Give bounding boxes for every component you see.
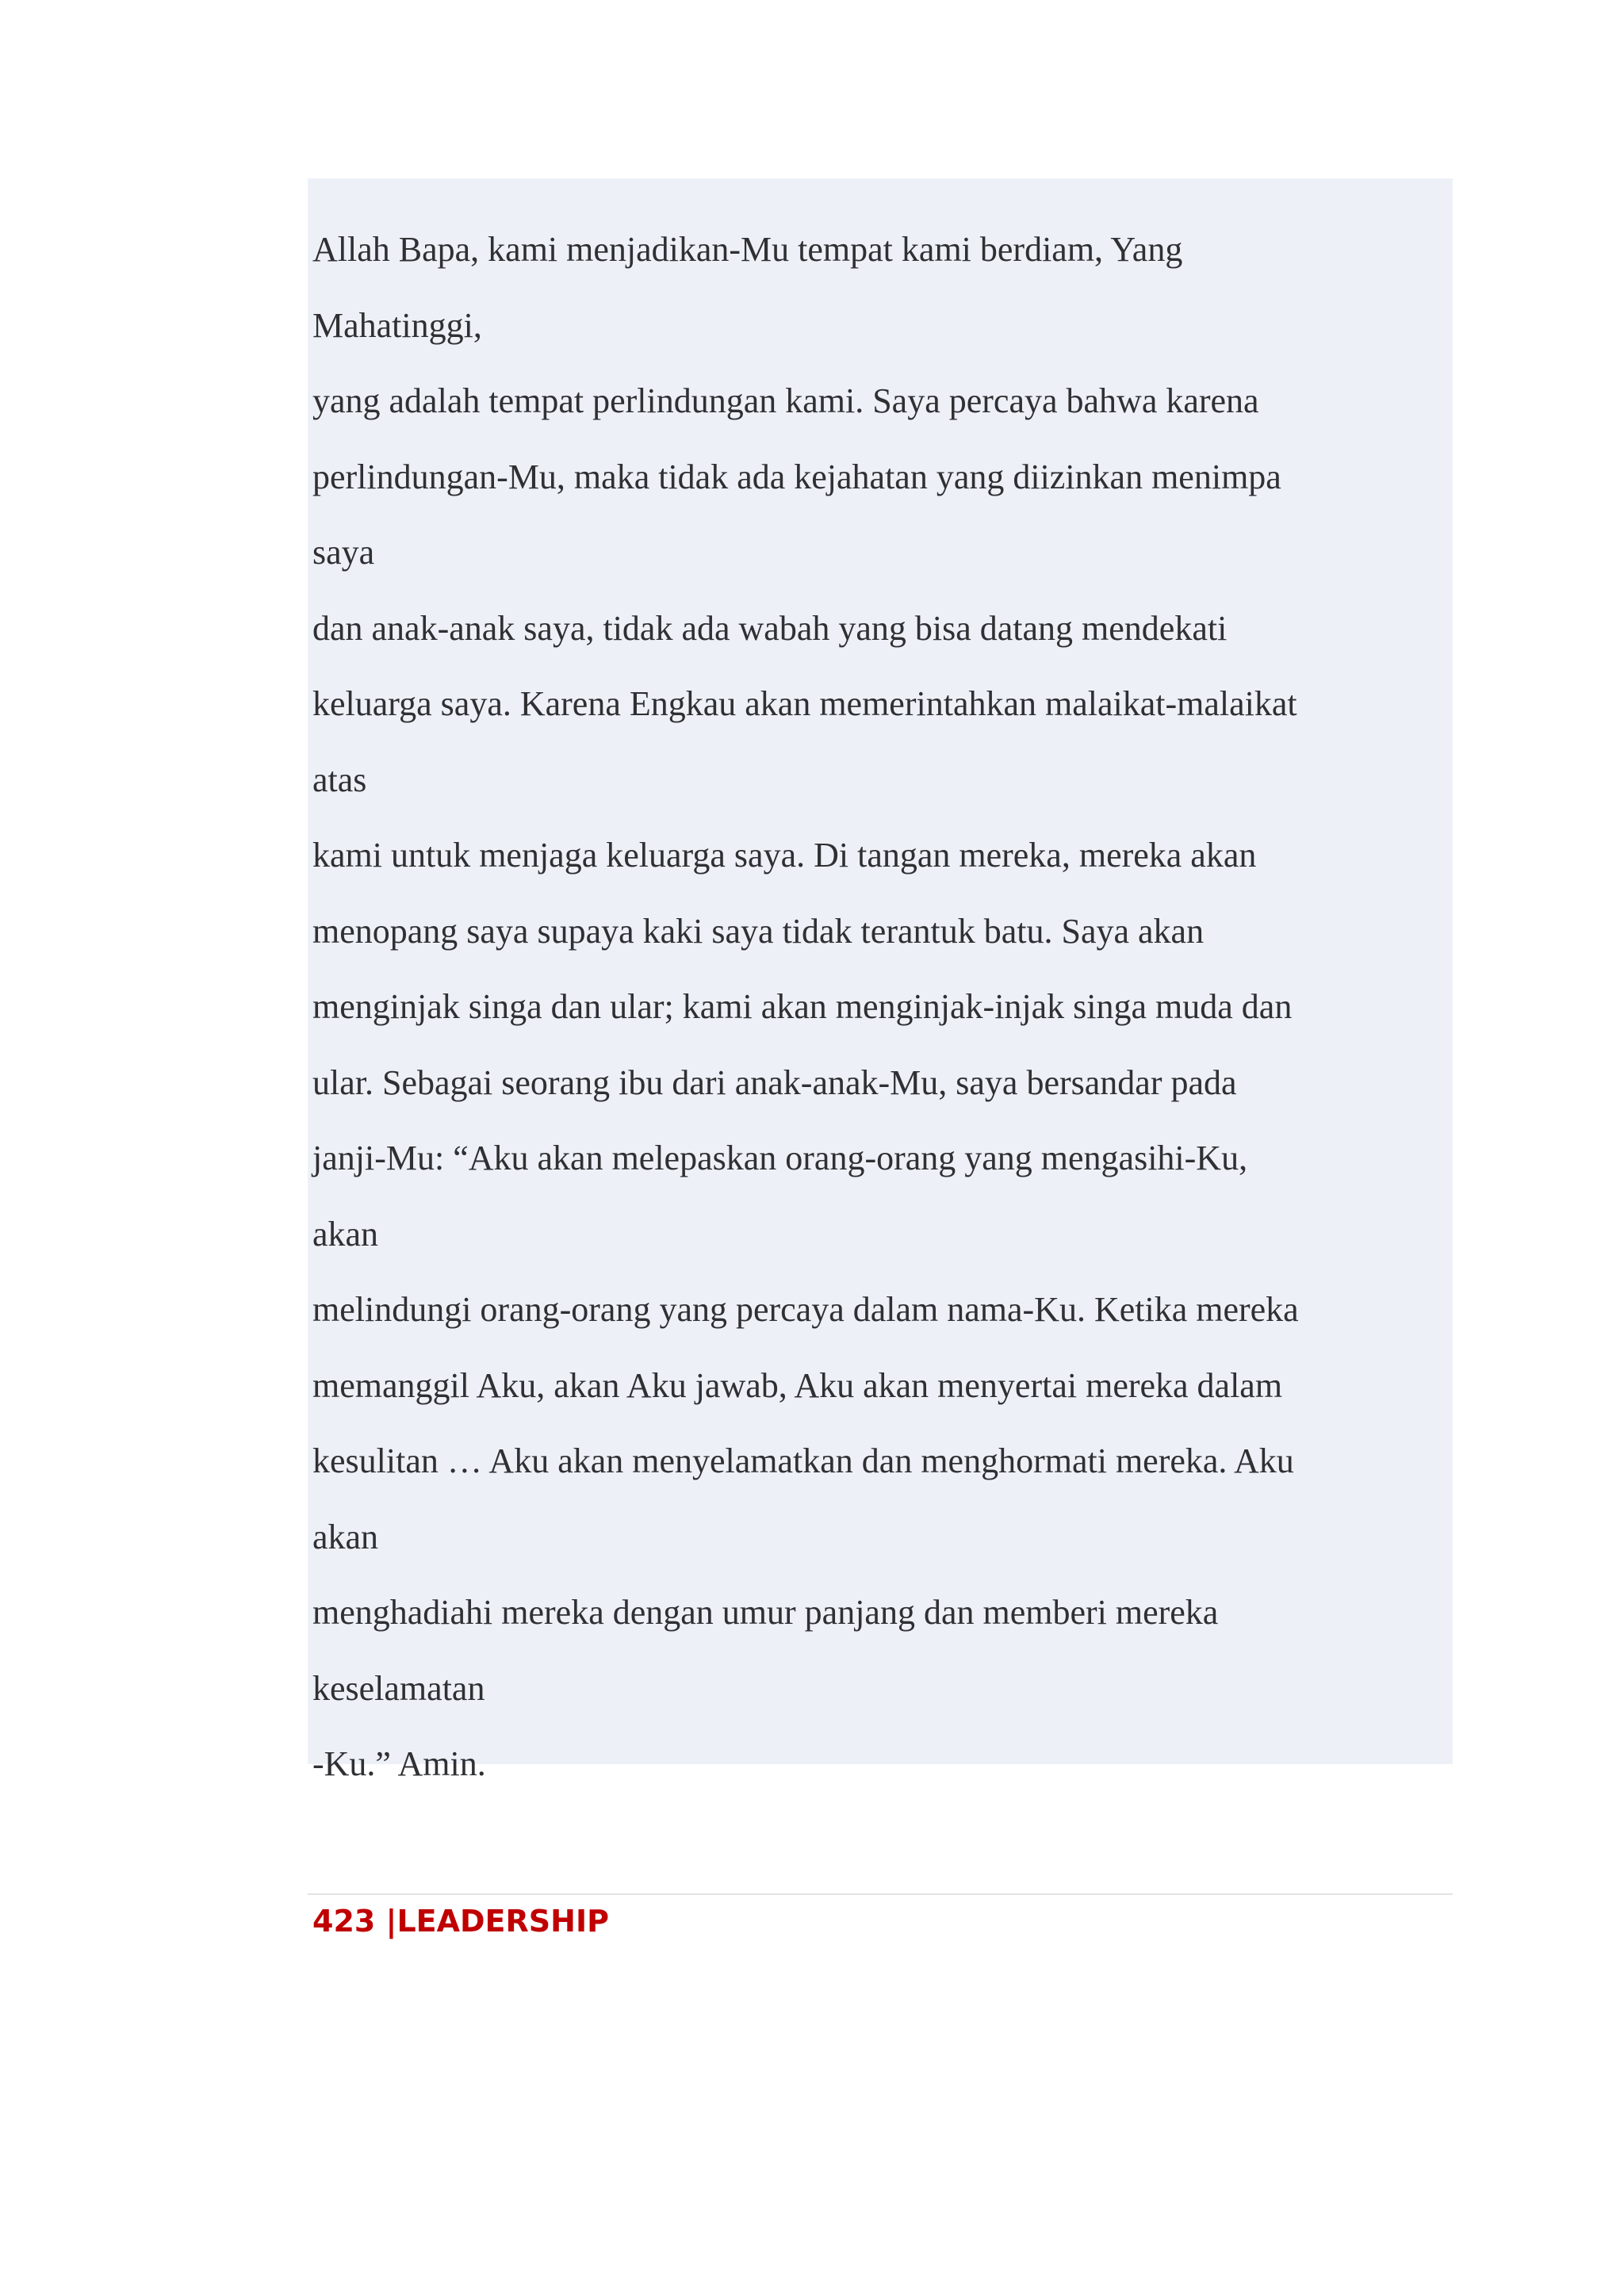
prayer-line: memanggil Aku, akan Aku jawab, Aku akan menyertai mereka dalam: [312, 1365, 1283, 1405]
footer-separator: |: [375, 1904, 397, 1939]
section-title: LEADERSHIP: [396, 1904, 609, 1939]
prayer-line: perlindungan-Mu, maka tidak ada kejahatan yang diizinkan menimpa: [312, 457, 1281, 496]
prayer-line: ular. Sebagai seorang ibu dari anak-anak-Mu, saya bersandar pada: [312, 1062, 1237, 1102]
prayer-line: menghadiahi mereka dengan umur panjang dan memberi mereka: [312, 1593, 1219, 1632]
prayer-line: dan anak-anak saya, tidak ada wabah yang bisa datang mendekati: [312, 608, 1228, 648]
page-number: 423: [312, 1904, 376, 1939]
prayer-line: Mahatinggi,: [312, 305, 482, 345]
prayer-line: keselamatan: [312, 1668, 485, 1708]
prayer-line: keluarga saya. Karena Engkau akan memerintahkan malaikat-malaikat: [312, 684, 1297, 723]
prayer-line: -Ku.” Amin.: [312, 1744, 486, 1783]
prayer-line: saya: [312, 533, 375, 572]
prayer-line: atas: [312, 760, 367, 799]
prayer-line: menginjak singa dan ular; kami akan menginjak-injak singa muda dan: [312, 987, 1293, 1026]
prayer-text-block: [308, 178, 1453, 1783]
prayer-line: akan: [312, 1517, 379, 1556]
prayer-line: Allah Bapa, kami menjadikan-Mu tempat kami berdiam, Yang: [312, 230, 1183, 269]
prayer-line: menopang saya supaya kaki saya tidak terantuk batu. Saya akan: [312, 911, 1205, 951]
prayer-line: kami untuk menjaga keluarga saya. Di tangan mereka, mereka akan: [312, 836, 1257, 875]
prayer-line: akan: [312, 1214, 379, 1254]
prayer-line: yang adalah tempat perlindungan kami. Saya percaya bahwa karena: [312, 381, 1259, 420]
prayer-line: kesulitan … Aku akan menyelamatkan dan menghormati mereka. Aku: [312, 1441, 1294, 1480]
prayer-line: melindungi orang-orang yang percaya dalam nama-Ku. Ketika mereka: [312, 1290, 1299, 1329]
page-footer: [312, 1901, 609, 1941]
footer-divider: [308, 1893, 1453, 1895]
prayer-line: janji-Mu: “Aku akan melepaskan orang-orang yang mengasihi-Ku,: [312, 1139, 1248, 1177]
